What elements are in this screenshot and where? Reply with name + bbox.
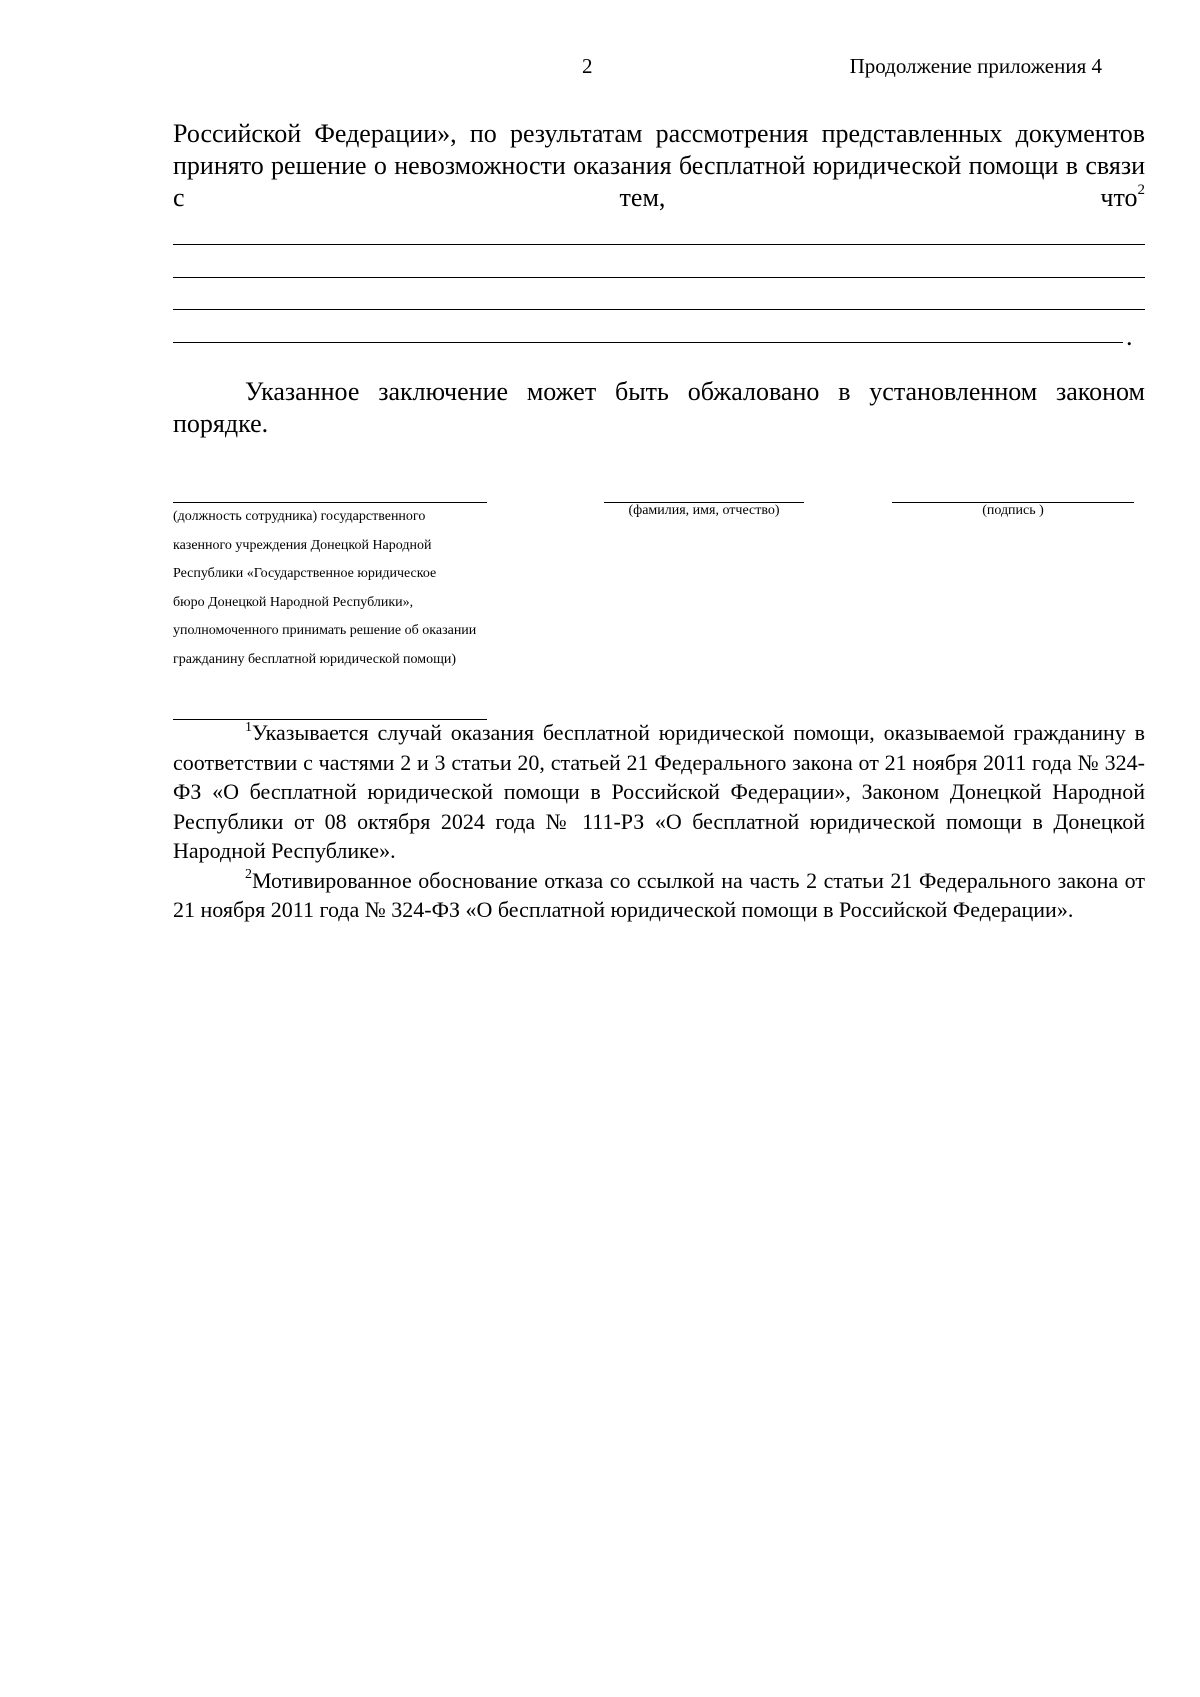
position-caption [173, 503, 553, 674]
footnote-1 [173, 718, 1145, 866]
position-caption-line: казенного учреждения Донецкой Народной [173, 537, 432, 553]
fill-in-line-3 [173, 309, 1145, 310]
signature-caption: (подпись ) [982, 503, 1044, 518]
footnote-marker: 2 [245, 867, 252, 883]
footnote-ref-2: 2 [1137, 182, 1145, 199]
page-caption: Продолжение приложения 4 [849, 54, 1102, 78]
paragraph-appeal: Указанное заключение может быть обжаловано в установленном законом порядке. [173, 377, 1145, 438]
fill-in-end-period: . [1126, 322, 1133, 351]
position-caption-line: уполномоченного принимать решение об оказании [173, 623, 477, 638]
footnote-text: Мотивированное обоснование отказа со ссылкой на часть 2 статьи 21 Федерального закона от 21 ноября 2011 года № 324-ФЗ «О бесплатной юридической помощи в Российской Федерации». [173, 867, 1145, 922]
position-caption-line: гражданину бесплатной юридической помощи) [173, 651, 457, 667]
fill-in-line-1 [173, 244, 1145, 245]
footnotes [173, 718, 1145, 925]
fill-in-line-4 [173, 342, 1123, 343]
footnote-text: Указывается случай оказания бесплатной юридической помощи, оказываемой гражданину в соответствии с частями 2 и 3 статьи 20, статьей 21 Федерального закона от 21 ноября 2011 года № 324-ФЗ «О бесплатной юридической помощи в Российской Федерации», Законом Донецкой Народной Республики от 08 октября 2024 года № 111-РЗ «О бесплатной юридической помощи в Донецкой Народной Республике». [173, 720, 1145, 863]
page-number: 2 [582, 54, 593, 78]
paragraph-decision [173, 118, 1145, 214]
name-caption: (фамилия, имя, отчество) [628, 503, 780, 518]
footnote-2 [173, 866, 1145, 925]
position-caption-line: Республики «Государственное юридическое [173, 566, 437, 581]
footnote-marker: 1 [245, 719, 252, 735]
position-caption-line: (должность сотрудника) государственного [173, 509, 426, 524]
paragraph-decision-text: Российской Федерации», по результатам рассмотрения представленных документов принято решение о невозможности оказания бесплатной юридической помощи в связи с тем, что [173, 119, 1145, 212]
fill-in-line-2 [173, 277, 1145, 278]
position-caption-line: бюро Донецкой Народной Республики», [173, 594, 414, 610]
